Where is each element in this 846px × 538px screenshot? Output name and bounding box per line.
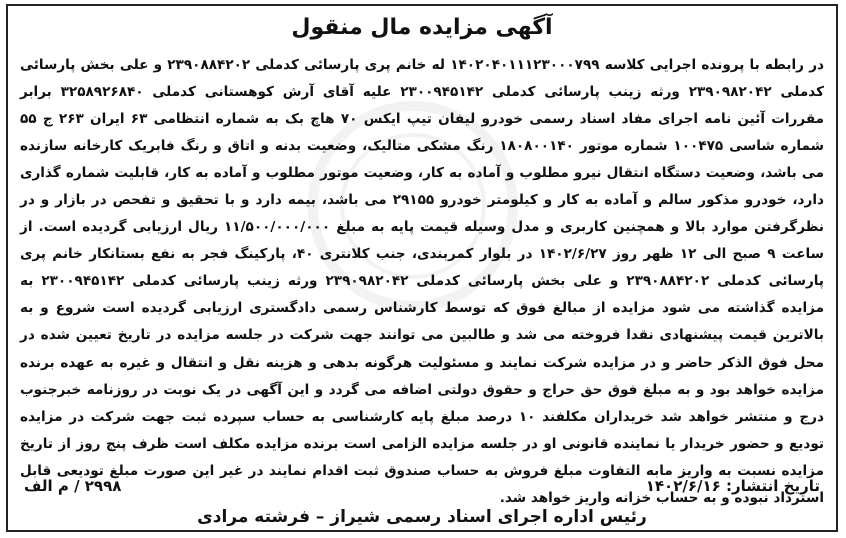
signature-line: رئیس اداره اجرای اسناد رسمی شیراز – فرشته مرادی bbox=[197, 507, 647, 527]
notice-body: در رابطه با پرونده اجرایی کلاسه ۱۴۰۲۰۴۰۱۱۱۲۳۰۰۰۷۹۹ له خانم پری پارسائی کدملی ۲۳۹۰۸۸۴۲۰۲ و علی بخش پارسائی کدملی ۲۳۹۰۹۸۲۰۴۲ ورثه زینب پارسائی کدملی ۲۳۰۰۹۴۵۱۴۲ علیه آقای آرش کوهستانی کدملی ۳۲۵۸۹۲۶۸۴۰ برابر مقررات آئین نامه اجرای مفاد اسناد رسمی خودرو لیفان تیپ ایکس ۷۰ هاچ بک به شماره انتظامی ۶۳ ایران ۲۶۳ ج ۵۵ شماره شاسی ۱۰۰۴۷۵ شماره موتور ۱۸۰۸۰۰۱۴۰ رنگ مشکی متالیک، وضعیت بدنه و اتاق و رنگ فابریک کارخانه سازنده می باشد، وضعیت دستگاه انتقال نیرو مطلوب و آماده به کار، وضعیت موتور مطلوب و آماده به کار، قابلیت شماره گذاری دارد، خودرو مذکور سالم و آماده به کار و کیلومتر خودرو ۲۹۱۵۵ می باشد، بیمه دارد و با تحقیق و تفحص در بازار و در نظرگرفتن موارد بالا و همچنین کاربری و مدل وسیله قیمت پایه به مبلغ ۱۱/۵۰۰/۰۰۰/۰۰۰ ریال ارزیابی گردیده است. از ساعت ۹ صبح الی ۱۲ ظهر روز ۱۴۰۲/۶/۲۷ در بلوار کمربندی، جنب کلانتری ۴۰، پارکینگ فجر به نفع بستانکار خانم پری پارسائی کدملی ۲۳۹۰۸۸۴۲۰۲ و علی بخش پارسائی کدملی ۲۳۹۰۹۸۲۰۴۲ ورثه زینب پارسائی کدملی ۲۳۰۰۹۴۵۱۴۲ به مزایده گذاشته می شود مزایده از مبالغ فوق که توسط کارشناس رسمی دادگستری ارزیابی گردیده است شروع و به بالاترین قیمت پیشنهادی نقدا فروخته می شد و طالبین می توانند جهت شرکت در جلسه مزایده در تاریخ تعیین شده در محل فوق الذکر حاضر و در مزایده شرکت نمایند و مسئولیت هرگونه بدهی و هزینه نقل و انتقال و غیره به عهده برنده مزایده خواهد بود و به مبلغ فوق حق حراج و حقوق دولتی اضافه می گردد و این آگهی در یک نوبت در روزنامه خبرجنوب درج و منتشر خواهد شد خریداران مکلفند ۱۰ درصد مبلغ پایه کارشناسی به حساب سپرده ثبت جهت شرکت در مزایده تودیع و حضور خریدار یا نماینده قانونی او در جلسه مزایده الزامی است برنده مزایده مکلف است ظرف پنج روز از تاریخ مزایده نسبت به واریز مابه التفاوت مبلغ فروش به حساب صندوق ثبت اقدام نمایند در غیر این صورت مبلغ تودیعی قابل استرداد نبوده و به حساب خزانه واریز خواهد شد. bbox=[20, 57, 825, 506]
notice-title: آگهی مزایده مال منقول bbox=[291, 15, 553, 40]
publish-date: تاریخ انتشار: ۱۴۰۲/۶/۱۶ bbox=[645, 477, 820, 495]
notice-frame bbox=[6, 4, 838, 532]
ad-code: ۲۹۹۸ / م الف bbox=[24, 477, 122, 495]
